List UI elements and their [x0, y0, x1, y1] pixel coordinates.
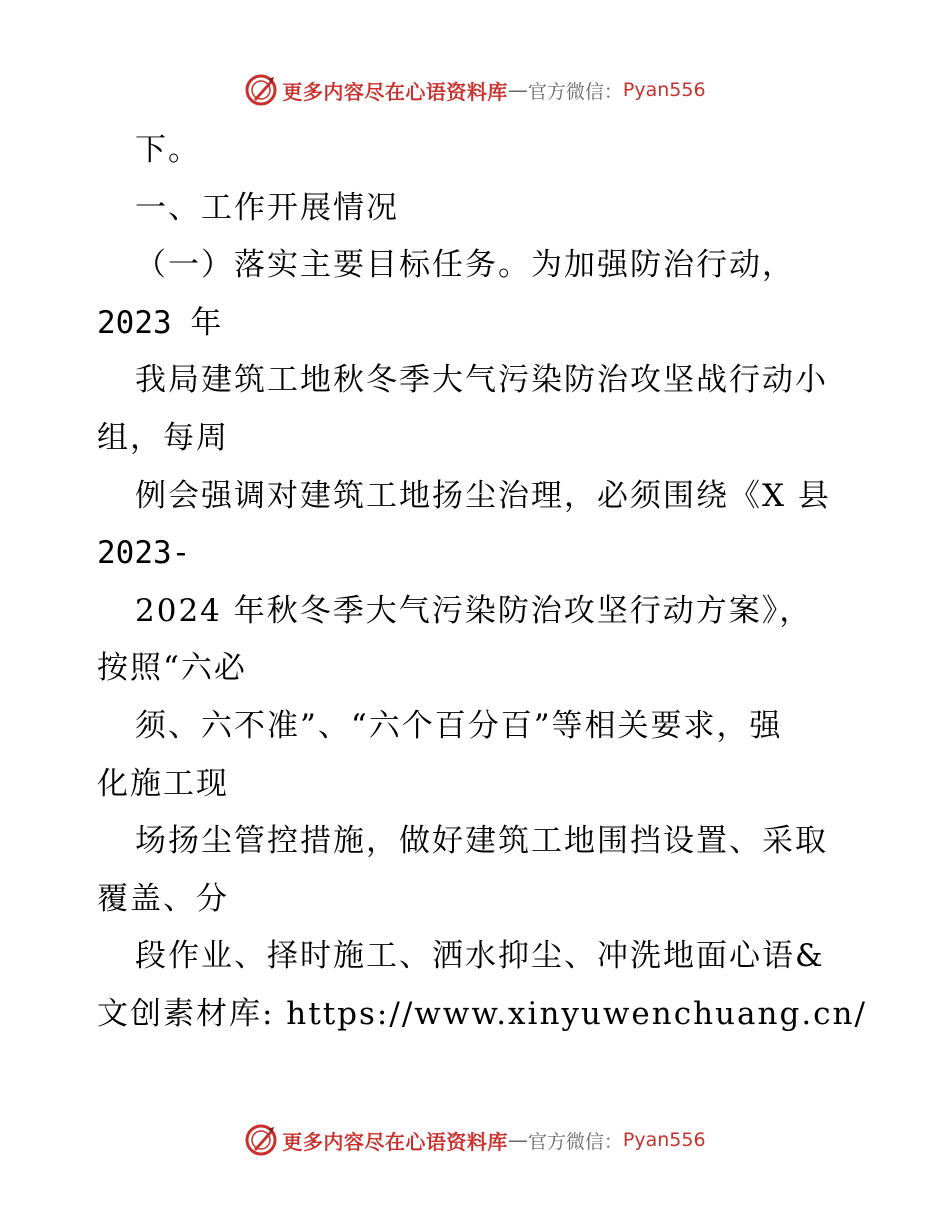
banner-title: 更多内容尽在心语资料库 [282, 1129, 508, 1154]
body-line [97, 295, 877, 353]
banner-contact-id: Pyan556 [622, 1129, 706, 1151]
body-line: （一）落实主要目标任务。为加强防治行动， [135, 247, 795, 284]
body-line: 化施工现 [97, 765, 229, 802]
footer-banner [0, 1120, 950, 1160]
banner-dash: — [507, 1128, 528, 1152]
banner-contact-label: 官方微信： [527, 80, 623, 103]
body-line: 2024 年秋冬季大气污染防治攻坚行动方案》， [135, 592, 813, 629]
body-line: 覆盖、分 [97, 880, 229, 917]
banner-contact-label: 官方微信： [527, 1130, 623, 1153]
header-banner [0, 70, 950, 110]
body-line-text: 2023- [97, 535, 191, 572]
body-line [97, 525, 877, 583]
body-line-text: 2023 年 [97, 304, 222, 341]
body-line: 例会强调对建筑工地扬尘治理，必须围绕《X 县 [135, 477, 831, 514]
body-line: 下。 [135, 132, 201, 168]
banner-dash: — [507, 78, 528, 102]
banner-title: 更多内容尽在心语资料库 [282, 79, 508, 104]
body-line: 段作业、择时施工、洒水抑尘、冲洗地面心语& [135, 938, 825, 975]
banner-contact-id: Pyan556 [622, 79, 706, 101]
body-line: 场扬尘管控措施，做好建筑工地围挡设置、采取 [135, 823, 828, 860]
body-line: 我局建筑工地秋冬季大气污染防治攻坚战行动小 [135, 362, 828, 399]
document-body [97, 122, 877, 1044]
body-line: 文创素材库: https://www.xinyuwenchuang.cn/ [97, 995, 867, 1032]
body-line: 组，每周 [97, 419, 229, 456]
quill-seal-logo-icon [244, 1123, 278, 1157]
body-line: 按照“六必 [97, 650, 247, 687]
section-heading: 一、工作开展情况 [135, 189, 399, 226]
quill-seal-logo-icon [244, 73, 278, 107]
body-line: 须、六不准”、“六个百分百”等相关要求，强 [135, 707, 783, 744]
